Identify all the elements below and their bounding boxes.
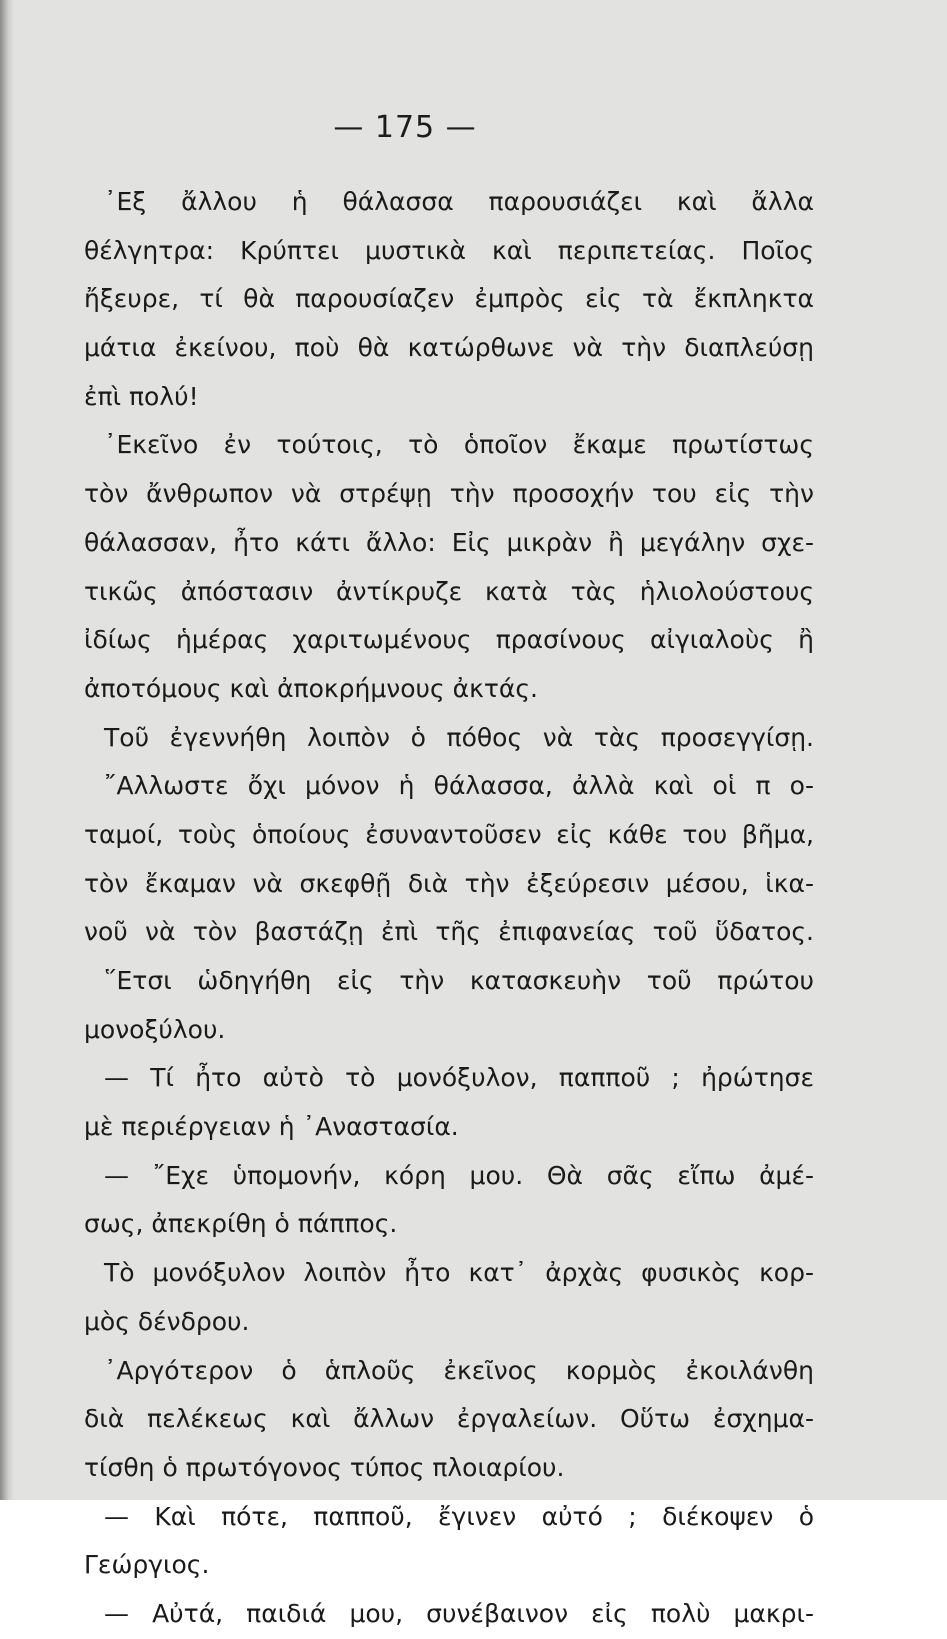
text-line: τὸν ἔκαμαν νὰ σκεφθῇ διὰ τὴν ἐξεύρεσιν μέσου, ἱκα- xyxy=(84,868,814,898)
text-line: ῞Ετσι ὡδηγήθη εἰς τὴν κατασκευὴν τοῦ πρώτου xyxy=(104,966,814,995)
text-line: Τὸ μονόξυλον λοιπὸν ἦτο κατ᾽ ἀρχὰς φυσικὸς κορ- xyxy=(104,1258,814,1288)
text-line: ταμοί, τοὺς ὁποίους ἐσυναντοῦσεν εἰς κάθε του βῆμα, xyxy=(84,819,814,849)
text-line: ἀποτόμους καὶ ἀποκρήμνους ἀκτάς. xyxy=(84,673,538,703)
text-line: ᾽Εκεῖνο ἐν τούτοις, τὸ ὁποῖον ἔκαμε πρωτίστως xyxy=(104,430,814,460)
text-line: Γεώργιος. xyxy=(84,1550,210,1580)
text-line: μὲ περιέργειαν ἡ ᾽Αναστασία. xyxy=(84,1112,459,1142)
page-gutter-shadow xyxy=(0,0,14,1500)
text-line: ᾽Εξ ἄλλου ἡ θάλασσα παρουσιάζει καὶ ἄλλα xyxy=(104,187,814,216)
text-line: — Τί ἦτο αὐτὸ τὸ μονόξυλον, παπποῦ ; ἠρώτησε xyxy=(104,1063,814,1093)
text-line: τικῶς ἀπόστασιν ἀντίκρυζε κατὰ τὰς ἡλιολούστους xyxy=(84,576,814,606)
text-line: τίσθη ὁ πρωτόγονος τύπος πλοιαρίου. xyxy=(84,1452,565,1482)
text-body xyxy=(84,178,814,1639)
text-line: — ῎Εχε ὑπομονήν, κόρη μου. Θὰ σᾶς εἴπω ἀμέ- xyxy=(104,1160,814,1190)
text-line: θέλγητρα: Κρύπτει μυστικὰ καὶ περιπετείας. Ποῖος xyxy=(84,235,814,265)
text-line: — Καὶ πότε, παπποῦ, ἔγινεν αὐτό ; διέκοψεν ὁ xyxy=(104,1501,814,1531)
text-line: ᾽Αργότερον ὁ ἁπλοῦς ἐκεῖνος κορμὸς ἐκοιλάνθη xyxy=(104,1355,814,1385)
text-line: θάλασσαν, ἦτο κάτι ἄλλο: Εἰς μικρὰν ἢ μεγάλην σχε- xyxy=(84,527,814,557)
text-line: μάτια ἐκείνου, ποὺ θὰ κατώρθωνε νὰ τὴν διαπλεύσῃ xyxy=(84,333,814,363)
text-line: ἐπὶ πολύ! xyxy=(84,381,199,411)
text-line: ἤξευρε, τί θὰ παρουσίαζεν ἐμπρὸς εἰς τὰ ἔκπληκτα xyxy=(84,284,814,314)
text-line: ῎Αλλωστε ὄχι μόνον ἡ θάλασσα, ἀλλὰ καὶ οἱ π ο- xyxy=(104,771,814,801)
text-line: διὰ πελέκεως καὶ ἄλλων ἐργαλείων. Οὕτω ἐσχημα- xyxy=(84,1404,814,1434)
text-line: σως, ἀπεκρίθη ὁ πάππος. xyxy=(84,1209,398,1239)
text-line: μὸς δένδρου. xyxy=(84,1306,250,1336)
text-line: μονοξύλου. xyxy=(84,1014,226,1044)
page-number: — 175 — xyxy=(333,110,477,145)
text-line: — Αὐτά, παιδιά μου, συνέβαινον εἰς πολὺ μακρι- xyxy=(104,1598,814,1628)
text-line: Τοῦ ἐγεννήθη λοιπὸν ὁ πόθος νὰ τὰς προσεγγίσῃ. xyxy=(104,722,814,752)
text-line: ἰδίως ἡμέρας χαριτωμένους πρασίνους αἰγιαλοὺς ἢ xyxy=(84,625,814,655)
text-line: νοῦ νὰ τὸν βαστάζῃ ἐπὶ τῆς ἐπιφανείας τοῦ ὕδατος. xyxy=(84,917,814,947)
text-line: τὸν ἄνθρωπον νὰ στρέψῃ τὴν προσοχήν του εἰς τὴν xyxy=(84,479,814,509)
